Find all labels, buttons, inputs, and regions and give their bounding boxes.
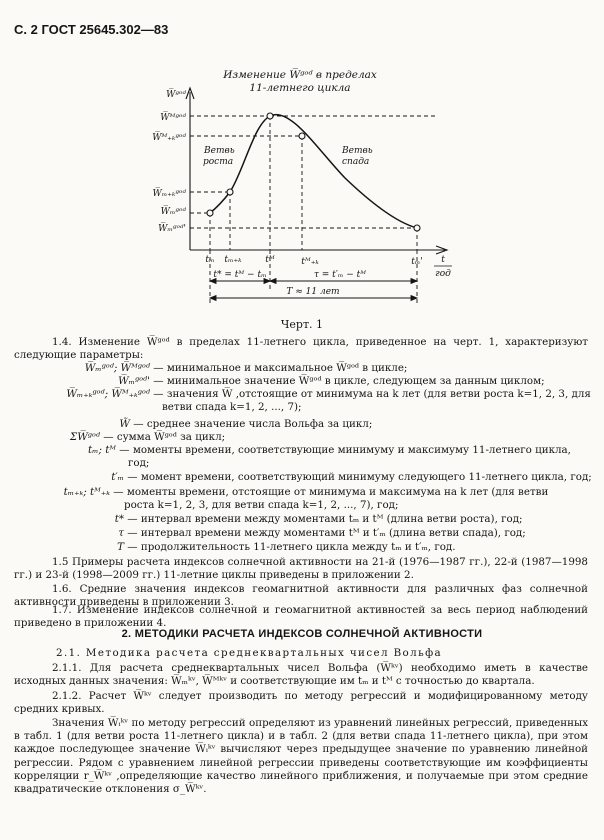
def-symbol: W̃: [119, 418, 130, 430]
xlabel-tmk: tₘ₊ₖ: [224, 255, 242, 265]
subsection-2-1: 2.1. Методика расчета среднеквартальных чисел Вольфа: [56, 647, 443, 659]
figure-title-line2: 11-летнего цикла: [249, 82, 351, 94]
xlabel-tm: tₘ: [205, 255, 215, 265]
def-row: [14, 388, 591, 401]
ylabel-W: W̅ᵍᵒᵈ: [166, 90, 186, 100]
def-text: ветви спада k=1, 2, ..., 7);: [162, 401, 302, 413]
figure-caption: Черт. 1: [280, 318, 324, 331]
def-symbol: ΣW̅ᵍᵒᵈ: [69, 431, 100, 443]
def-symbol: t*: [114, 513, 124, 525]
def-row: [40, 444, 571, 457]
paragraph-1-5: 1.5 Примеры расчета индексов солнечной активности на 21-й (1976—1987 гг.), 22-й (1987—1998 гг.) и 23-й (1998—2009 гг.) 11-летние циклы приведены в приложении 2.: [14, 556, 588, 582]
branch-rise-1: Ветвь: [204, 146, 235, 156]
def-row: [124, 499, 398, 512]
paragraph-1-7: 1.7. Изменение индексов солнечной и геомагнитной активностей за весь период наблюдений приведено в приложении 4.: [14, 604, 588, 630]
xlabel-tM: tᴹ: [265, 255, 275, 265]
branch-fall-2: спада: [342, 157, 370, 167]
def-text: — интервал времени между моментами tₘ и tᴹ (длина ветви роста), год;: [127, 513, 523, 525]
interval-fall-label: τ = t′ₘ − tᴹ: [313, 270, 367, 280]
def-text: — моменты времени, соответствующие минимуму и максимуму 11-летнего цикла,: [119, 444, 571, 456]
paragraph-1-6: 1.6. Средние значения индексов геомагнитной активности для различных фаз солнечной активности приведены в приложении 3.: [14, 583, 588, 609]
def-symbol: tₘ; tᴹ: [88, 444, 116, 456]
arrow-total-left: [210, 296, 216, 301]
solar-cycle-chart: [0, 0, 604, 315]
arrow-fall-right: [411, 279, 417, 284]
def-symbol: τ: [118, 527, 124, 539]
def-text: — среднее значение числа Вольфа за цикл;: [133, 418, 373, 430]
arrow-total-right: [411, 296, 417, 301]
xlabel-tMk: tᴹ₊ₖ: [301, 257, 319, 267]
def-text: год;: [128, 457, 150, 469]
section-2-heading: 2. МЕТОДИКИ РАСЧЕТА ИНДЕКСОВ СОЛНЕЧНОЙ АКТИВНОСТИ: [121, 628, 483, 640]
def-symbol: W̅ₘᵍᵒᵈ': [118, 375, 150, 387]
def-text: — минимальное и максимальное W̅ᵍᵒᵈ в цикле;: [153, 362, 408, 374]
ylabel-Wmk: W̅ₘ₊ₖᵍᵒᵈ: [152, 189, 186, 199]
point-max: [267, 113, 273, 119]
point-min: [207, 210, 213, 216]
def-row: [40, 471, 592, 484]
branch-fall-1: Ветвь: [342, 146, 373, 156]
def-text: — продолжительность 11-летнего цикла между tₘ и t′ₘ, год.: [127, 541, 456, 553]
paragraph-2-1-2: 2.1.2. Расчет W̅ᵏᵛ следует производить по методу регрессий и модифицированному методу средних кривых.: [14, 690, 588, 716]
point-max-plus-k: [299, 133, 305, 139]
def-row: [40, 513, 523, 526]
def-row: [162, 401, 302, 414]
def-text: — моменты времени, отстоящие от минимума и максимума на k лет (для ветви: [113, 486, 549, 498]
xaxis-unit: год: [435, 269, 451, 279]
def-text: роста k=1, 2, 3, для ветви спада k=1, 2, ..., 7), год;: [124, 499, 399, 511]
def-text: — интервал времени между моментами tᴹ и t′ₘ (длина ветви спада), год;: [127, 527, 526, 539]
def-row: [40, 418, 372, 431]
ylabel-WMk: W̅ᴹ₊ₖᵍᵒᵈ: [152, 133, 186, 143]
ylabel-Wm2: W̅ₘᵍᵒᵈ': [158, 224, 186, 234]
def-text: — момент времени, соответствующий минимуму следующего 11-летнего цикла, год;: [127, 471, 592, 483]
ylabel-Wm: W̅ₘᵍᵒᵈ: [160, 207, 186, 217]
point-next-min: [414, 225, 420, 231]
def-row: [40, 541, 456, 554]
paragraph-1-4: 1.4. Изменение W̅ᵍᵒᵈ в пределах 11-летнего цикла, приведенное на черт. 1, характеризуют следующие параметры:: [14, 336, 588, 362]
def-symbol: tₘ₊ₖ; tᴹ₊ₖ: [63, 486, 110, 498]
paragraph-values: Значения W̅ᵢᵏᵛ по методу регрессий определяют из уравнений линейных регрессий, приведенных в табл. 1 (для ветви роста 11-летнего цикла) и в табл. 2 (для ветви спада 11-летнего цикла), при этом каждое последующее значение W̅ᵢᵏᵛ вычисляют через предыдущее значение по уравнению линейной регрессии. Рядом с уравнением линейной регрессии приведены соответствующие им коэффициенты корреляции r_W̅ᵏᵛ ,определяющие качество линейного приближения, и получаемые при этом средние квадратические отклонения σ_W̅ᵏᵛ.: [14, 717, 588, 796]
def-row: [128, 457, 149, 470]
point-min-plus-k: [227, 189, 233, 195]
def-row: [40, 431, 225, 444]
def-row: [14, 486, 548, 499]
def-symbol: W̅ₘᵍᵒᵈ; W̅ᴹᵍᵒᵈ: [84, 362, 150, 374]
def-row: [40, 375, 545, 388]
def-symbol: T: [117, 541, 124, 553]
interval-total-label: T ≈ 11 лет: [286, 287, 340, 297]
xlabel-tm2: tₘ': [411, 257, 423, 267]
branch-rise-2: роста: [203, 157, 234, 167]
ylabel-WM: W̅ᴹᵍᵒᵈ: [160, 113, 186, 123]
def-text: — значения W̅ ,отстоящие от минимума на k лет (для ветви роста k=1, 2, 3, для: [153, 388, 591, 400]
def-row: [40, 362, 407, 375]
page-header: С. 2 ГОСТ 25645.302—83: [14, 22, 169, 37]
figure-title-line1: Изменение W̅ᵍᵒᵈ в пределах: [223, 69, 377, 81]
def-text: — сумма W̅ᵍᵒᵈ за цикл;: [103, 431, 226, 443]
arrow-fall-left: [270, 279, 276, 284]
def-symbol: W̅ₘ₊ₖᵍᵒᵈ; W̅ᴹ₊ₖᵍᵒᵈ: [66, 388, 150, 400]
def-text: — минимальное значение W̅ᵍᵒᵈ в цикле, следующем за данным циклом;: [153, 375, 545, 387]
interval-rise-label: t* = tᴹ − tₘ: [213, 270, 267, 280]
cycle-curve: [210, 115, 417, 228]
def-row: [40, 527, 526, 540]
xaxis-t: t: [441, 255, 445, 265]
def-symbol: t′ₘ: [111, 471, 124, 483]
paragraph-2-1-1: 2.1.1. Для расчета среднеквартальных чисел Вольфа (W̅ᵏᵛ) необходимо иметь в качестве исходных данных значения: W̅ₘᵏᵛ, W̅ᴹᵏᵛ и соответствующие им tₘ и tᴹ с точностью до квартала.: [14, 662, 588, 688]
